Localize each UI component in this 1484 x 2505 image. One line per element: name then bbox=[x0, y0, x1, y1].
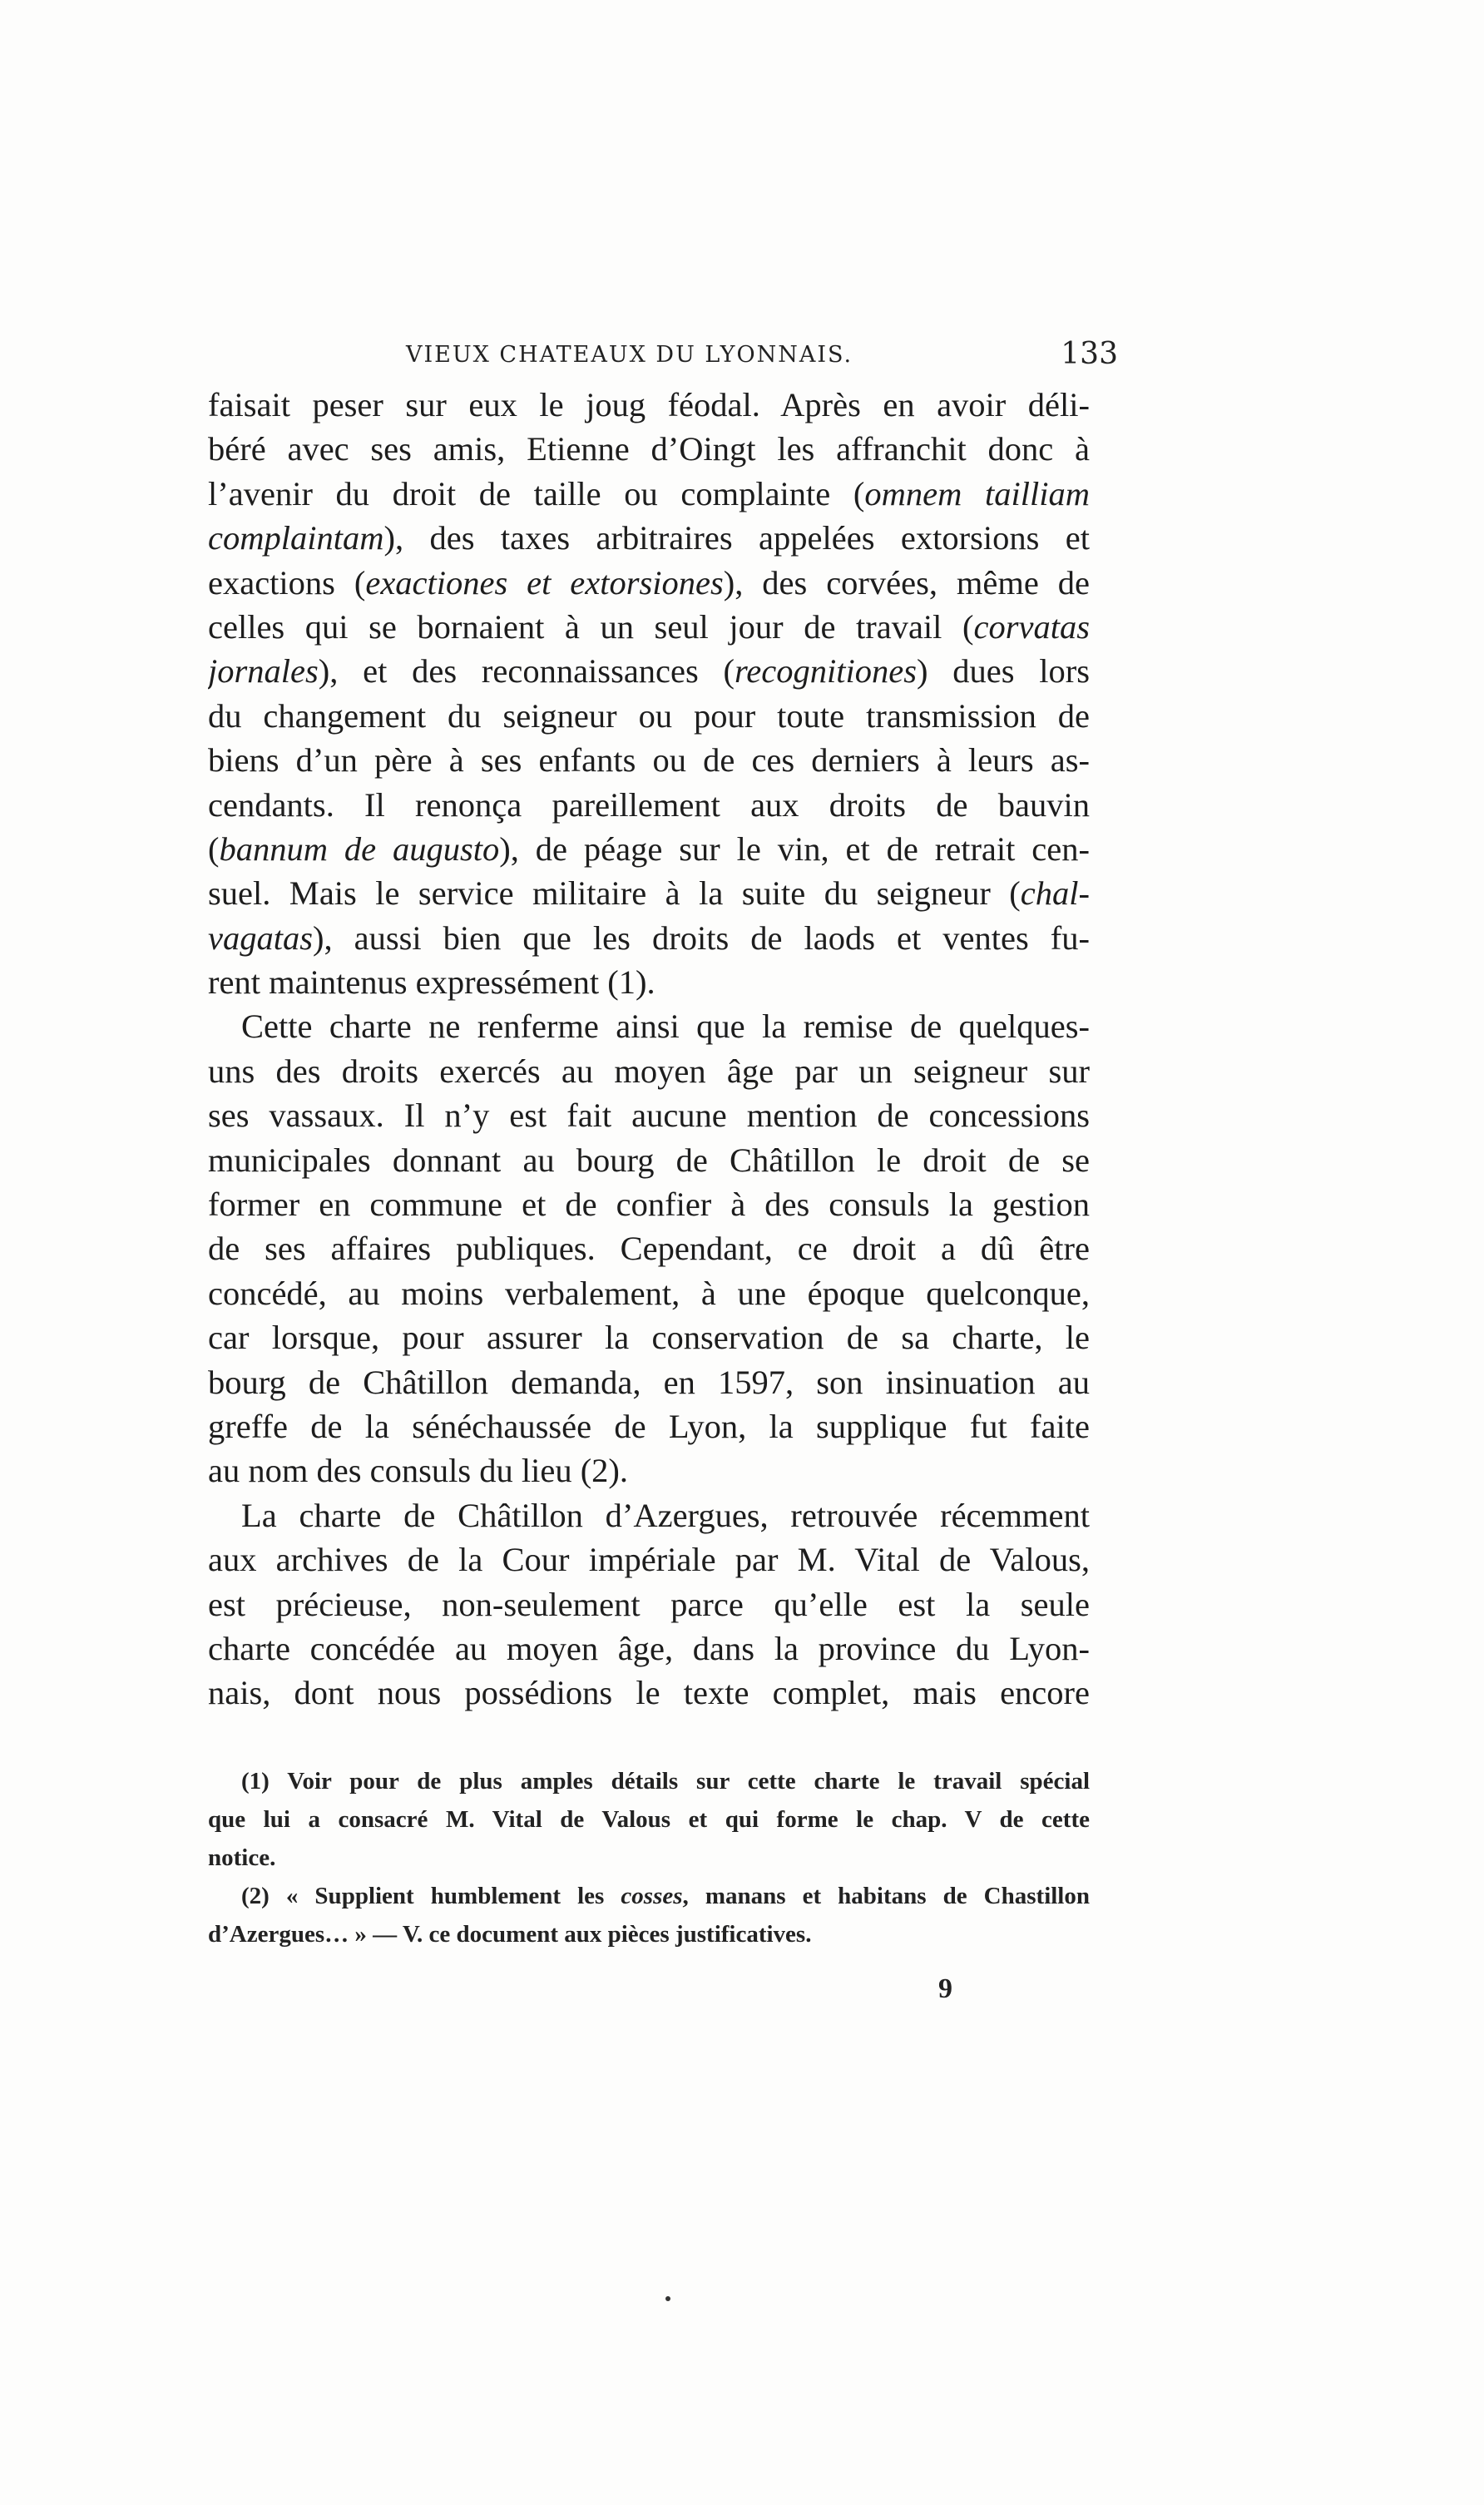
text-line bbox=[208, 605, 1090, 649]
text-run: ), des corvées, même de bbox=[723, 563, 1090, 601]
italic-text: vagatas bbox=[208, 918, 313, 957]
text-run: Cette charte ne renferme ainsi que la remise de quelques- bbox=[241, 1007, 1090, 1046]
text-run: car lorsque, pour assurer la conservation de sa charte, le bbox=[208, 1319, 1090, 1357]
text-line bbox=[208, 472, 1090, 516]
text-run: est précieuse, non-seulement parce qu’elle est la seule bbox=[208, 1585, 1090, 1623]
text-run: béré avec ses amis, Etienne d’Oingt les affranchit donc à bbox=[208, 430, 1090, 468]
footnote-line bbox=[208, 1800, 1090, 1839]
signature-mark: 9 bbox=[938, 1973, 952, 2004]
text-line bbox=[208, 1315, 1090, 1359]
text-line bbox=[208, 871, 1090, 915]
italic-text: bannum de augusto bbox=[219, 829, 500, 868]
text-line bbox=[208, 738, 1090, 782]
text-run: ), des taxes arbitraires appelées extorsions et bbox=[383, 519, 1090, 557]
text-run: ), et des reconnaissances ( bbox=[318, 652, 735, 691]
text-line bbox=[208, 1493, 1090, 1537]
text-line bbox=[208, 1004, 1090, 1048]
text-run: nais, dont nous possédions le texte complet, mais encore bbox=[208, 1674, 1090, 1712]
text-run: que lui a consacré M. Vital de Valous et qui forme le chap. V de cette bbox=[208, 1806, 1090, 1833]
text-run: biens d’un père à ses enfants ou de ces derniers à leurs as- bbox=[208, 741, 1090, 780]
text-line bbox=[208, 649, 1090, 693]
text-line bbox=[208, 1049, 1090, 1093]
text-run: uns des droits exercés au moyen âge par un seigneur sur bbox=[208, 1052, 1090, 1090]
text-line bbox=[208, 1404, 1090, 1448]
text-run: ses vassaux. Il n’y est fait aucune mention de concessions bbox=[208, 1097, 1090, 1135]
text-run: ) dues lors bbox=[916, 652, 1090, 691]
text-run: former en commune et de confier à des consuls la gestion bbox=[208, 1186, 1090, 1224]
text-line bbox=[208, 561, 1090, 605]
text-run: , manans et habitans de Chastillon bbox=[682, 1883, 1090, 1909]
text-run: notice. bbox=[208, 1844, 276, 1871]
text-run: au nom des consuls du lieu (2). bbox=[208, 1452, 629, 1490]
text-run: greffe de la sénéchaussée de Lyon, la supplique fut faite bbox=[208, 1407, 1090, 1445]
footnote-line bbox=[208, 1915, 1090, 1953]
running-head bbox=[208, 337, 1140, 379]
body-text bbox=[208, 383, 1090, 1715]
text-run: La charte de Châtillon d’Azergues, retrouvée récemment bbox=[241, 1496, 1090, 1534]
text-run: exactions ( bbox=[208, 563, 366, 601]
page-number: 133 bbox=[1061, 337, 1118, 371]
text-line bbox=[208, 1093, 1090, 1137]
ink-speck bbox=[665, 2296, 670, 2301]
text-run: bourg de Châtillon demanda, en 1597, son insinuation au bbox=[208, 1363, 1090, 1401]
italic-text: complaintam bbox=[208, 519, 384, 557]
footnote-line bbox=[208, 1762, 1090, 1800]
text-run: celles qui se bornaient à un seul jour de travail ( bbox=[208, 607, 974, 646]
text-run: l’avenir du droit de taille ou complainte ( bbox=[208, 474, 865, 512]
text-run: cendants. Il renonça pareillement aux droits de bauvin bbox=[208, 785, 1090, 824]
footnote-line bbox=[208, 1877, 1090, 1915]
text-run: charte concédée au moyen âge, dans la province du Lyon- bbox=[208, 1629, 1090, 1667]
text-run: aux archives de la Cour impériale par M. Vital de Valous, bbox=[208, 1541, 1090, 1579]
text-line bbox=[208, 516, 1090, 560]
italic-text: jornales bbox=[208, 652, 319, 691]
text-line bbox=[208, 383, 1090, 427]
text-line bbox=[208, 1582, 1090, 1626]
italic-text: chal- bbox=[1020, 874, 1090, 913]
text-line bbox=[208, 827, 1090, 871]
text-line bbox=[208, 960, 1090, 1004]
text-line bbox=[208, 1138, 1090, 1182]
text-run: d’Azergues… » — V. ce document aux pièces justificatives. bbox=[208, 1921, 812, 1948]
text-run: ), aussi bien que les droits de laods et ventes fu- bbox=[313, 918, 1090, 957]
italic-text: corvatas bbox=[973, 607, 1090, 646]
italic-text: recognitiones bbox=[735, 652, 917, 691]
text-line bbox=[208, 1448, 1090, 1493]
text-line bbox=[208, 1360, 1090, 1404]
text-run: du changement du seigneur ou pour toute transmission de bbox=[208, 696, 1090, 735]
text-run: ), de péage sur le vin, et de retrait cen- bbox=[499, 829, 1090, 868]
running-title: VIEUX CHATEAUX DU LYONNAIS. bbox=[406, 342, 853, 368]
italic-text: exactiones et extorsiones bbox=[365, 563, 724, 601]
footnotes bbox=[208, 1762, 1090, 1953]
text-line bbox=[208, 1626, 1090, 1671]
text-line bbox=[208, 1226, 1090, 1270]
text-line bbox=[208, 1271, 1090, 1315]
text-run: de ses affaires publiques. Cependant, ce droit a dû être bbox=[208, 1230, 1090, 1268]
text-line bbox=[208, 1182, 1090, 1226]
text-run: concédé, au moins verbalement, à une époque quelconque, bbox=[208, 1274, 1090, 1312]
text-line bbox=[208, 694, 1090, 738]
italic-text: omnem tailliam bbox=[864, 474, 1090, 512]
text-run: suel. Mais le service militaire à la suite du seigneur ( bbox=[208, 874, 1021, 913]
text-line bbox=[208, 427, 1090, 471]
text-run: (1) Voir pour de plus amples détails sur cette charte le travail spécial bbox=[241, 1768, 1090, 1795]
footnote-line bbox=[208, 1839, 1090, 1877]
text-run: (2) « Supplient humblement les bbox=[241, 1883, 621, 1909]
text-run: rent maintenus expressément (1). bbox=[208, 963, 655, 1002]
text-line bbox=[208, 1537, 1090, 1582]
text-run: faisait peser sur eux le joug féodal. Après en avoir déli- bbox=[208, 386, 1090, 423]
text-line bbox=[208, 916, 1090, 960]
text-run: ( bbox=[208, 829, 220, 868]
text-line bbox=[208, 783, 1090, 827]
text-line bbox=[208, 1671, 1090, 1715]
text-run: municipales donnant au bourg de Châtillon le droit de se bbox=[208, 1141, 1090, 1179]
italic-text: cosses bbox=[621, 1883, 683, 1909]
